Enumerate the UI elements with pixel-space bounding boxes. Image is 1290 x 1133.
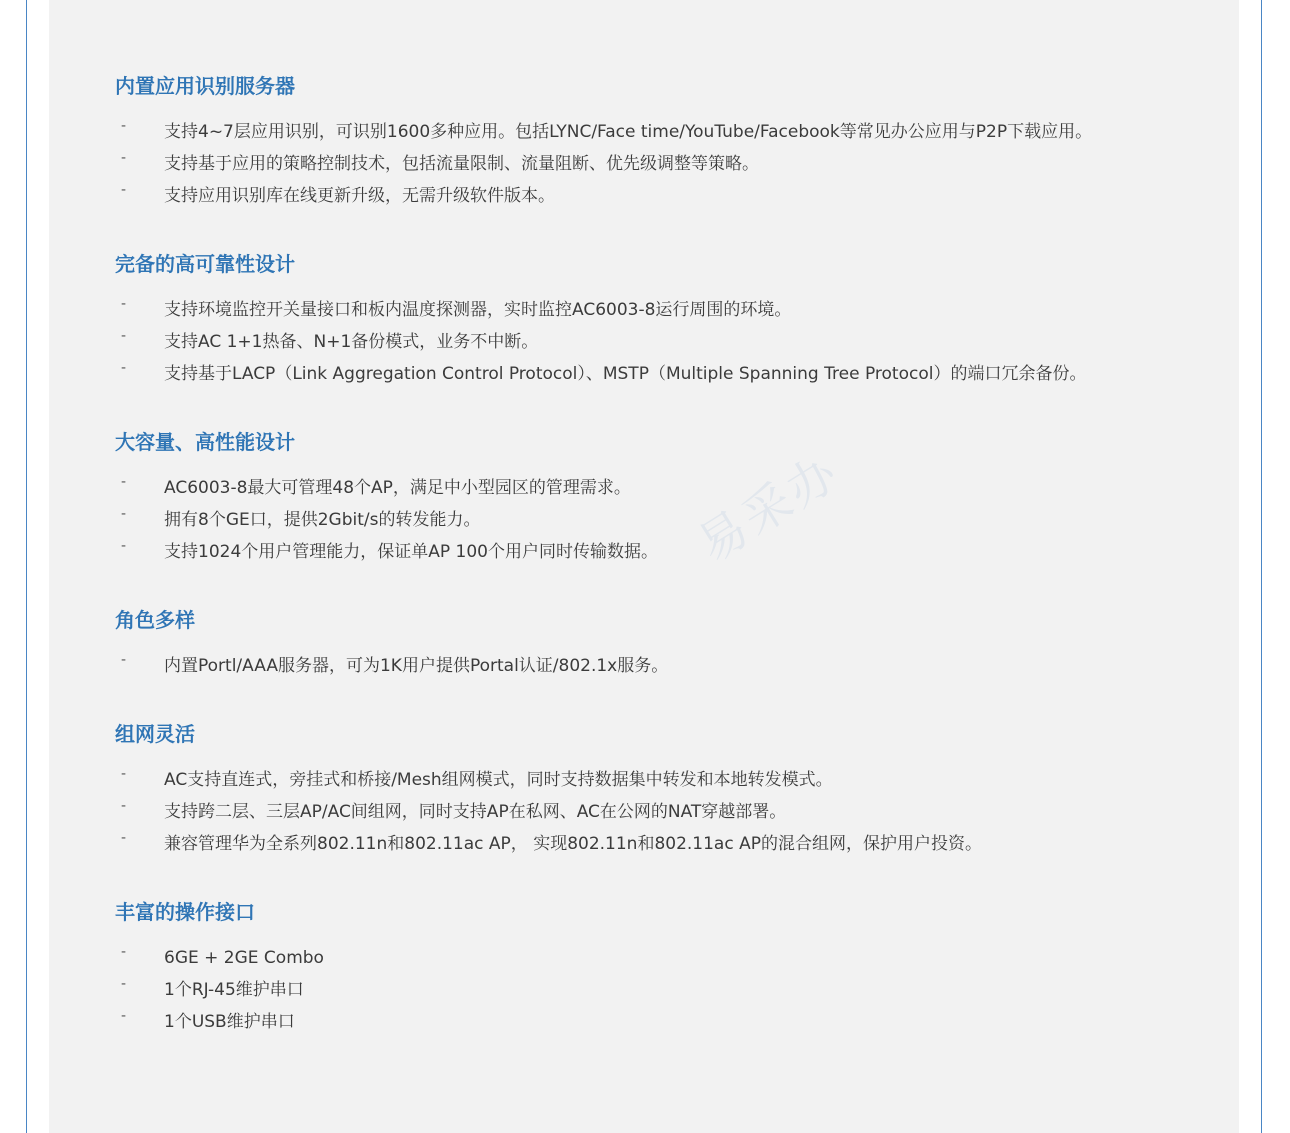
feature-section xyxy=(115,250,1215,390)
feature-list xyxy=(115,294,1215,390)
list-item xyxy=(115,294,1215,326)
feature-section xyxy=(115,606,1215,682)
feature-section xyxy=(115,428,1215,568)
list-item xyxy=(115,180,1215,212)
list-item xyxy=(115,796,1215,828)
feature-list xyxy=(115,764,1215,860)
section-title: 完备的高可靠性设计 xyxy=(115,252,295,276)
feature-list xyxy=(115,472,1215,568)
list-item-text: 内置Portl/AAA服务器，可为1K用户提供Portal认证/802.1x服务。 xyxy=(164,656,669,676)
bullet-dash-icon: - xyxy=(121,766,127,782)
feature-list xyxy=(115,650,1215,682)
list-item-text: 拥有8个GE口，提供2Gbit/s的转发能力。 xyxy=(164,510,481,530)
bullet-dash-icon: - xyxy=(121,360,127,376)
list-item xyxy=(115,764,1215,796)
bullet-dash-icon: - xyxy=(121,150,127,166)
feature-section xyxy=(115,720,1215,860)
section-title: 内置应用识别服务器 xyxy=(115,74,295,98)
bullet-dash-icon: - xyxy=(121,944,127,960)
list-item-text: 支持4~7层应用识别，可识别1600多种应用。包括LYNC/Face time/YouTube/Facebook等常见办公应用与P2P下载应用。 xyxy=(164,122,1093,142)
bullet-dash-icon: - xyxy=(121,976,127,992)
section-title: 丰富的操作接口 xyxy=(115,900,255,924)
bullet-dash-icon: - xyxy=(121,1008,127,1024)
list-item-text: 支持AC 1+1热备、N+1备份模式，业务不中断。 xyxy=(164,332,539,352)
bullet-dash-icon: - xyxy=(121,182,127,198)
list-item-text: 支持基于应用的策略控制技术，包括流量限制、流量阻断、优先级调整等策略。 xyxy=(164,154,759,174)
bullet-dash-icon: - xyxy=(121,296,127,312)
section-title: 组网灵活 xyxy=(115,722,195,746)
section-title: 大容量、高性能设计 xyxy=(115,430,295,454)
list-item xyxy=(115,504,1215,536)
list-item-text: 兼容管理华为全系列802.11n和802.11ac AP， 实现802.11n和802.11ac AP的混合组网，保护用户投资。 xyxy=(164,834,982,854)
feature-list xyxy=(115,942,1215,1038)
list-item xyxy=(115,650,1215,682)
list-item xyxy=(115,148,1215,180)
section-title: 角色多样 xyxy=(115,608,195,632)
list-item xyxy=(115,116,1215,148)
bullet-dash-icon: - xyxy=(121,798,127,814)
list-item xyxy=(115,828,1215,860)
list-item xyxy=(115,974,1215,1006)
list-item xyxy=(115,536,1215,568)
list-item-text: AC6003-8最大可管理48个AP，满足中小型园区的管理需求。 xyxy=(164,478,631,498)
list-item-text: 支持基于LACP（Link Aggregation Control Protocol）、MSTP（Multiple Spanning Tree Protocol）的端口冗余备份。 xyxy=(164,364,1087,384)
list-item-text: 支持应用识别库在线更新升级，无需升级软件版本。 xyxy=(164,186,555,206)
bullet-dash-icon: - xyxy=(121,506,127,522)
list-item-text: 支持1024个用户管理能力，保证单AP 100个用户同时传输数据。 xyxy=(164,542,658,562)
list-item xyxy=(115,1006,1215,1038)
bullet-dash-icon: - xyxy=(121,830,127,846)
list-item-text: AC支持直连式，旁挂式和桥接/Mesh组网模式，同时支持数据集中转发和本地转发模式。 xyxy=(164,770,833,790)
list-item-text: 支持跨二层、三层AP/AC间组网，同时支持AP在私网、AC在公网的NAT穿越部署。 xyxy=(164,802,787,822)
content-panel xyxy=(49,0,1239,1133)
feature-section xyxy=(115,898,1215,1038)
list-item-text: 支持环境监控开关量接口和板内温度探测器，实时监控AC6003-8运行周围的环境。 xyxy=(164,300,792,320)
bullet-dash-icon: - xyxy=(121,652,127,668)
feature-sections xyxy=(115,72,1215,1076)
bullet-dash-icon: - xyxy=(121,328,127,344)
feature-list xyxy=(115,116,1215,212)
list-item xyxy=(115,942,1215,974)
list-item xyxy=(115,326,1215,358)
list-item-text: 1个USB维护串口 xyxy=(164,1012,295,1032)
list-item-text: 1个RJ-45维护串口 xyxy=(164,980,304,1000)
list-item-text: 6GE + 2GE Combo xyxy=(164,948,324,968)
page-frame xyxy=(26,0,1262,1133)
watermark: 易采办 xyxy=(688,443,851,574)
feature-section xyxy=(115,72,1215,212)
bullet-dash-icon: - xyxy=(121,118,127,134)
list-item xyxy=(115,358,1215,390)
bullet-dash-icon: - xyxy=(121,474,127,490)
list-item xyxy=(115,472,1215,504)
bullet-dash-icon: - xyxy=(121,538,127,554)
